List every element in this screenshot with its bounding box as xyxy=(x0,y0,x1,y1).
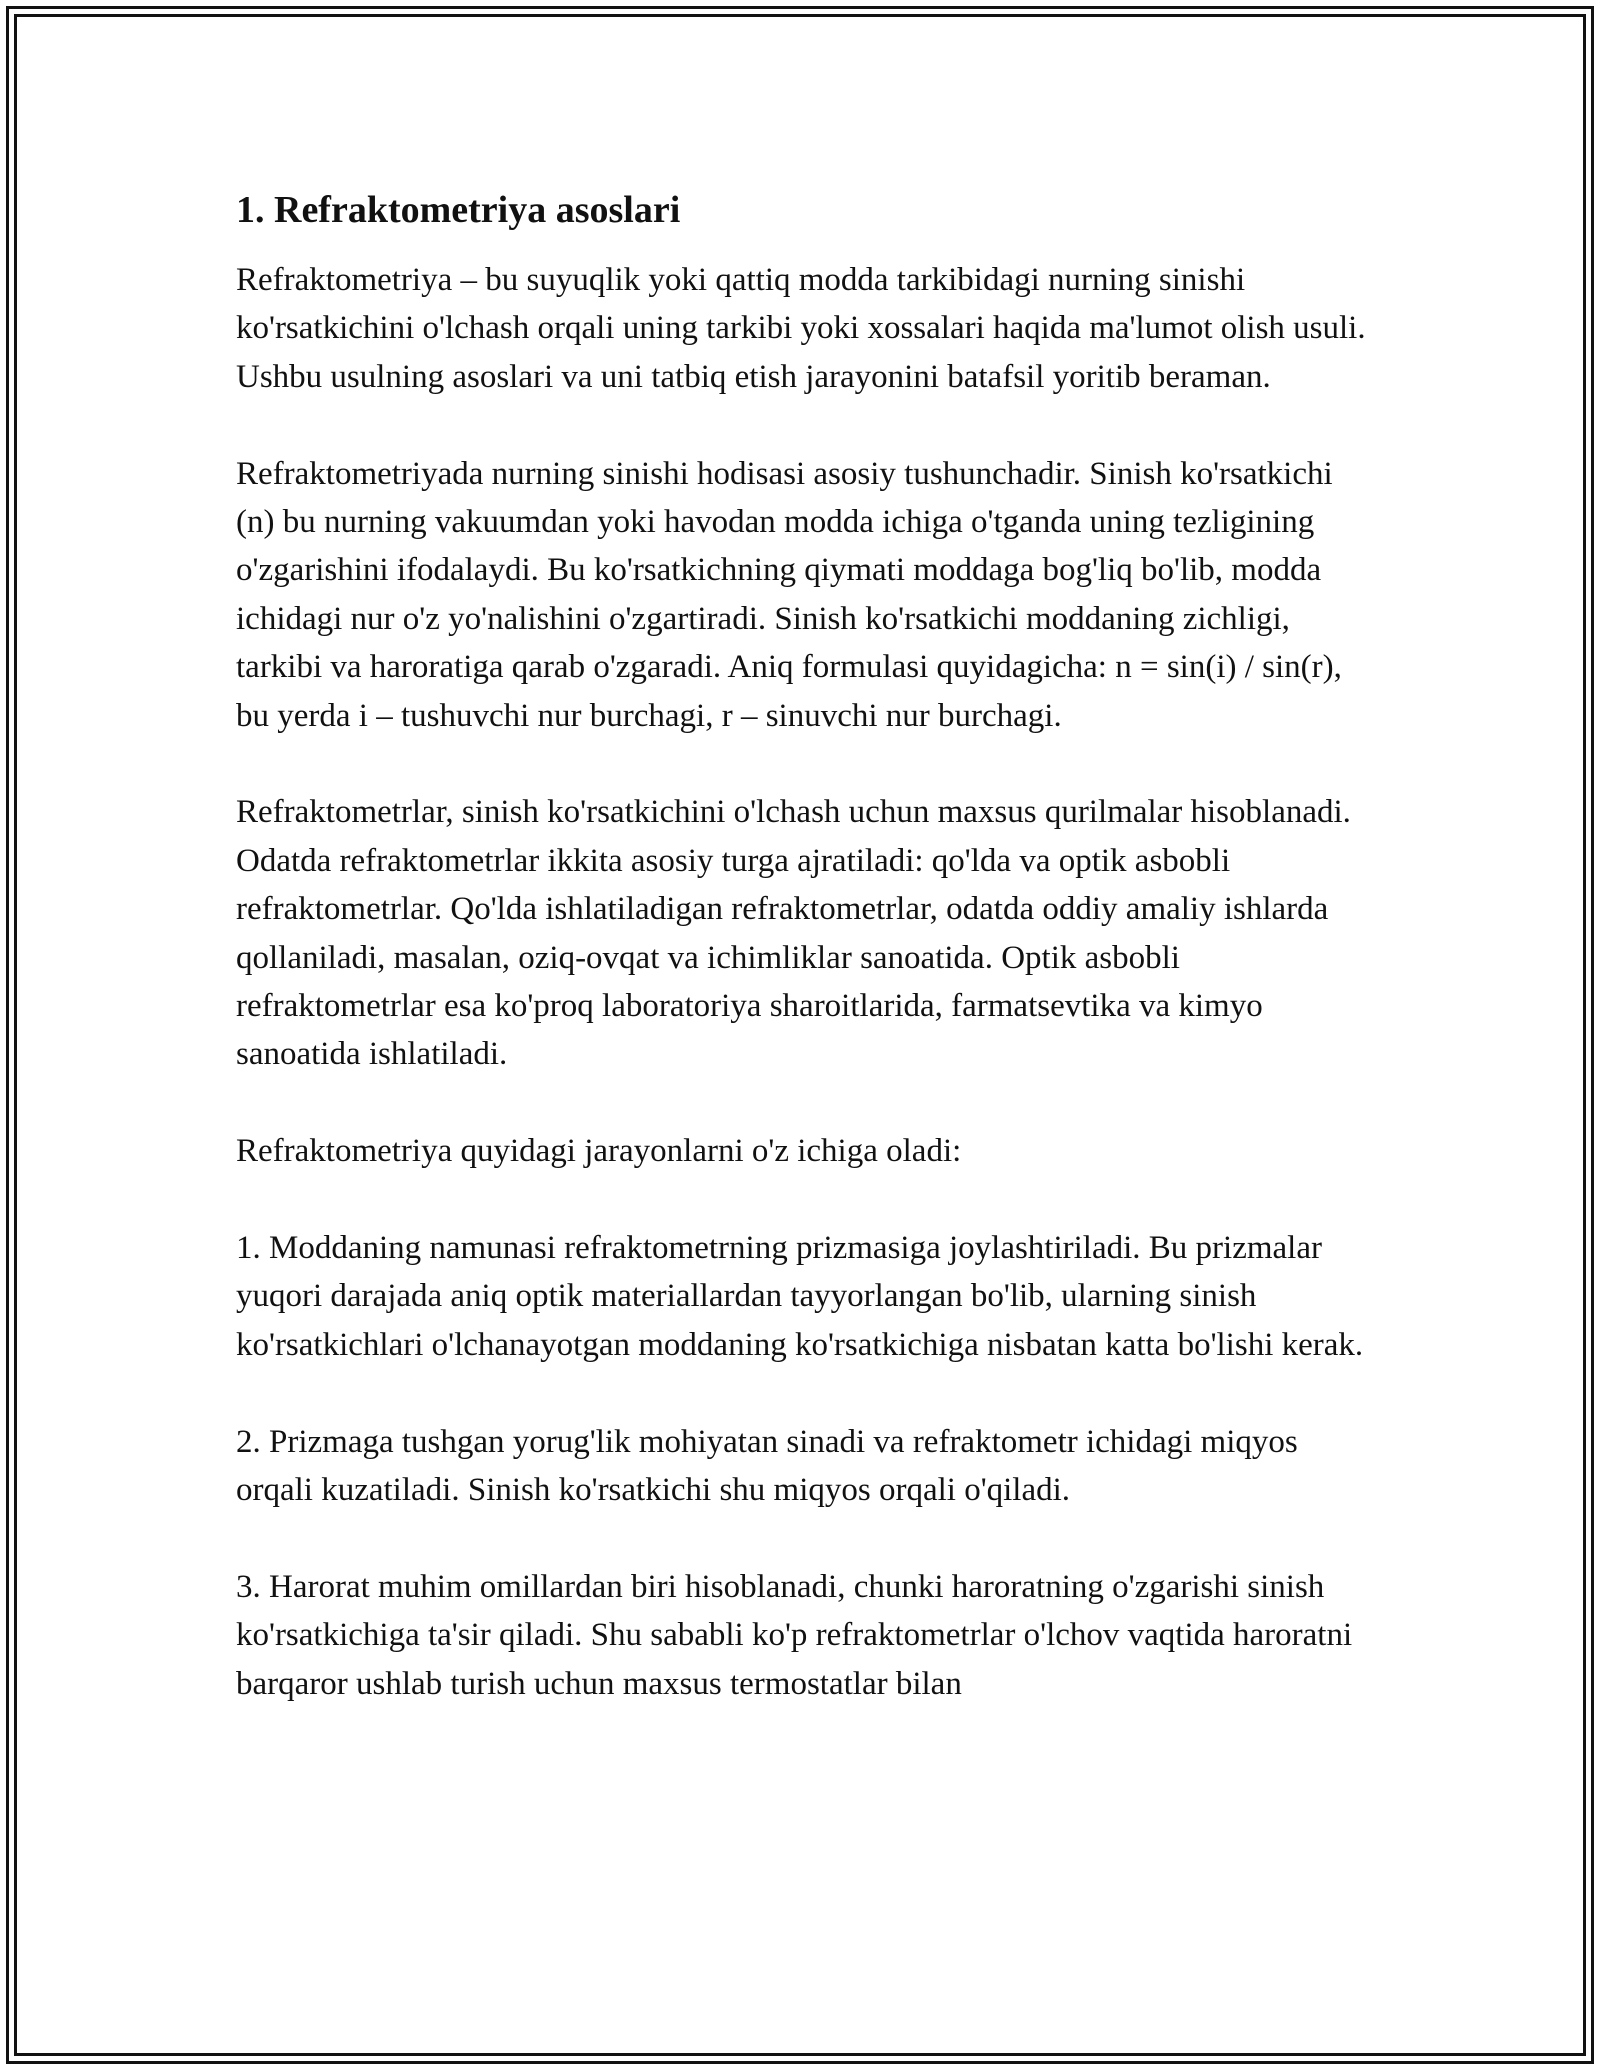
section-heading: 1. Refraktometriya asoslari xyxy=(236,189,681,231)
list-item-step-3: 3. Harorat muhim omillardan biri hisoblanadi, chunki haroratning o'zgarishi sinish ko'rsatkichiga ta'sir qiladi. Shu sababli ko'p refraktometrlar o'lchov vaqtida haroratni barqaror ushlab turish uchun maxsus termostatlar bilan xyxy=(236,1568,1353,1702)
paragraph-process-intro: Refraktometriya quyidagi jarayonlarni o'z ichiga oladi: xyxy=(236,1133,962,1170)
paragraph-refractive-index: Refraktometriyada nurning sinishi hodisasi asosiy tushunchadir. Sinish ko'rsatkichi (n) bu nurning vakuumdan yoki havodan modda ichiga o'tganda uning tezligining o'zgarishini ifodalaydi. Bu ko'rsatkichning qiymati moddaga bog'liq bo'lib, modda ichidagi nur o'z yo'nalishini o'zgartiradi. Sinish ko'rsatkichi moddaning zichligi, tarkibi va haroratiga qarab o'zgaradi. Aniq formulasi quyidagicha: n = sin(i) / sin(r), bu yerda i – tushuvchi nur burchagi, r – sinuvchi nur burchagi. xyxy=(236,455,1342,734)
paragraph-refractometer-types: Refraktometrlar, sinish ko'rsatkichini o'lchash uchun maxsus qurilmalar hisoblanadi. Odatda refraktometrlar ikkita asosiy turga ajratiladi: qo'lda va optik asbobli refraktometrlar. Qo'lda ishlatiladigan refraktometrlar, odatda oddiy amaliy ishlarda qollaniladi, masalan, oziq-ovqat va ichimliklar sanoatida. Optik asbobli refraktometrlar esa ko'proq laboratoriya sharoitlarida, farmatsevtika va kimyo sanoatida ishlatiladi. xyxy=(236,794,1351,1073)
document-body xyxy=(236,186,1371,1708)
paragraph-intro: Refraktometriya – bu suyuqlik yoki qattiq modda tarkibidagi nurning sinishi ko'rsatkichini o'lchash orqali uning tarkibi yoki xossalari haqida ma'lumot olish usuli. Ushbu usulning asoslari va uni tatbiq etish jarayonini batafsil yoritib beraman. xyxy=(236,262,1366,395)
list-item-step-2: 2. Prizmaga tushgan yorug'lik mohiyatan sinadi va refraktometr ichidagi miqyos orqali kuzatiladi. Sinish ko'rsatkichi shu miqyos orqali o'qiladi. xyxy=(236,1423,1298,1509)
list-item-step-1: 1. Moddaning namunasi refraktometrning prizmasiga joylashtiriladi. Bu prizmalar yuqori darajada aniq optik materiallardan tayyorlangan bo'lib, ularning sinish ko'rsatkichlari o'lchanayotgan moddaning ko'rsatkichiga nisbatan katta bo'lishi kerak. xyxy=(236,1230,1364,1363)
